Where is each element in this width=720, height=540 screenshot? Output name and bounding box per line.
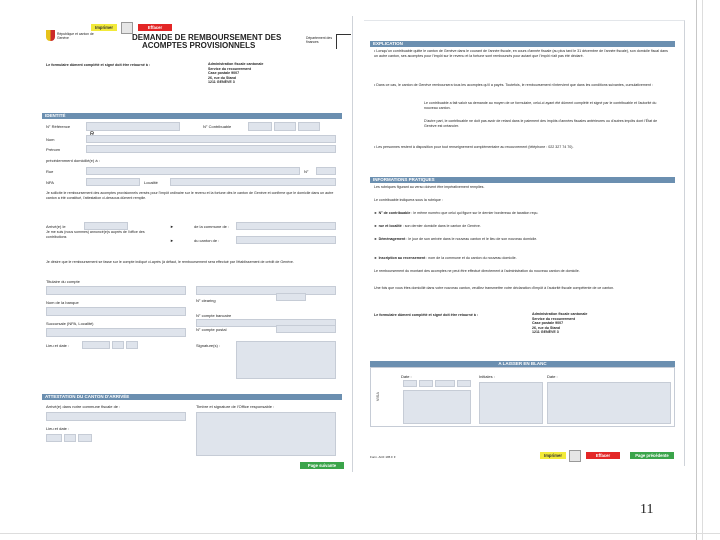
- explication-section-header: EXPLICATION: [370, 41, 675, 47]
- rue-input[interactable]: [86, 167, 300, 175]
- slide-right-rule-2: [702, 0, 703, 540]
- rue-label: Rue: [46, 169, 54, 174]
- address-line: Service du recouvrement: [532, 316, 575, 321]
- explication-bullet-1: • Lorsqu'un contribuable quitte le canton de Genève dans le courant de l'année fiscale, en cours d'année fiscale (au plus tard le 31 décembre de l'année fiscale), son domicile fiscal dans un autre canton, ses acomptes pour l'impôt sur le revenu et la fortune sont remboursés pour autant que l'impôt n'ait pas été déclaré.: [374, 49, 668, 58]
- address-line: Administration fiscale cantonale: [208, 62, 264, 66]
- title-line-1: DEMANDE DE REMBOURSEMENT DES: [132, 33, 282, 42]
- next-page-button[interactable]: Page suivante: [300, 462, 344, 469]
- succursale-label: Succursale (NPA, Localité): [46, 321, 94, 326]
- department-label: Département des finances: [306, 36, 333, 44]
- infos-item: ► Inscription au recensement : nom de la commune et du canton du nouveau domicile.: [374, 256, 517, 260]
- address-line: 1211 GENÈVE 3: [532, 330, 559, 335]
- footer-code: Form. ACF 195 F fr: [370, 455, 396, 459]
- nom-label: Nom: [46, 137, 55, 142]
- infos-item: ► rue et localité : son dernier domicile dans le canton de Genève.: [374, 224, 481, 228]
- address-line: Case postale 9007: [532, 321, 564, 326]
- arrive-label: Arrivé(e) le: [46, 224, 66, 229]
- date-input-2[interactable]: [126, 341, 138, 349]
- attestation-lieu-input[interactable]: [46, 434, 62, 442]
- slide-right-rule: [696, 0, 697, 540]
- title-line-2: ACOMPTES PROVISIONNELS: [142, 41, 256, 50]
- contribuable-label: N° Contribuable: [203, 124, 232, 129]
- reference-input[interactable]: [86, 122, 180, 131]
- clearing-label: N° clearing: [196, 298, 216, 303]
- arrive-description: Je me suis (nous sommes) annoncé(e)s auprès de l'office des contributions: [46, 230, 145, 239]
- prenom-label: Prénom: [46, 147, 61, 152]
- no-input[interactable]: [316, 167, 336, 175]
- attestation-section-header: ATTESTATION DU CANTON D'ARRIVÉE: [42, 394, 342, 400]
- attestation-stamp-area[interactable]: [196, 412, 336, 456]
- compte-postal-label: N° compte postal: [196, 327, 227, 332]
- canton-arrow: ►: [170, 238, 174, 243]
- republic-label: République et canton de Genève: [57, 32, 94, 40]
- clear-button-back[interactable]: Effacer: [586, 452, 620, 459]
- titulaire-input[interactable]: [46, 286, 186, 295]
- print-button-back[interactable]: Imprimer: [540, 452, 566, 459]
- transfer-paragraph-1: Je sollicite le remboursement des acomptes provisionnels versés pour l'impôt ordinaire sur le revenu et la fortune dès le canton de Genève et confirme que le domicile dans un autre canton a été constitué, l'attestation ci-dessous dûment remplie.: [46, 191, 334, 200]
- infos-item-label: Déménagement: [378, 237, 406, 241]
- banque-label: Nom de la banque: [46, 300, 79, 305]
- bank-top-input[interactable]: [196, 286, 336, 295]
- print-button[interactable]: Imprimer: [91, 24, 117, 31]
- explication-bullet-1-text: Lorsqu'un contribuable quitte le canton de Genève dans le courant de l'année fiscale, en cours d'année fiscale (au plus tard le 31 décembre de l'année fiscale), son domicile fiscal dans un autre canton, ses acomptes pour l'impôt sur le revenu et la fortune sont remboursés pour autant que l'impôt n'ait pas été déclaré.: [374, 49, 668, 58]
- blank-section-header: A LAISSER EN BLANC: [370, 361, 675, 367]
- page-number: 11: [640, 502, 654, 517]
- form-page-back: [364, 20, 685, 466]
- address-line: Case postale 9007: [208, 71, 240, 76]
- back-return-label: Le formulaire dûment complété et signé doit être retourné à :: [374, 313, 479, 317]
- explication-bullet-3: • Les personnes restent à disposition pour tout renseignement complémentaire au recouvrement (téléphone : 022 327 74 70).: [374, 145, 574, 149]
- attestation-commune-label: Arrivé(e) dans notre commune fiscale de :: [46, 404, 121, 409]
- canton-label: du canton de :: [194, 238, 220, 243]
- attestation-stamp-label: Timbre et signature de l'Office responsable :: [196, 404, 275, 409]
- explication-condition-2: D'autre part, le contribuable ne doit pas avoir de retard dans le paiement des impôts d'années fiscales antérieures ou d'autres impôts dont l'État de Genève est créancier.: [424, 119, 658, 128]
- infos-item-text: le jour de son arrivée dans le nouveau canton et le lieu de son nouveau domicile.: [408, 237, 538, 241]
- npa-input[interactable]: [86, 178, 140, 186]
- infos-sub: Le contribuable indiquera sous la rubrique :: [374, 198, 443, 202]
- compte-postal-input[interactable]: [276, 325, 336, 333]
- arrive-date-input[interactable]: [84, 222, 128, 230]
- blank-date-2[interactable]: [419, 380, 433, 387]
- print-icon: [569, 450, 581, 462]
- reference-label: N° Référence: [46, 124, 71, 129]
- signatures-input[interactable]: [236, 341, 336, 379]
- canton-input[interactable]: [236, 236, 336, 244]
- identity-section-header: IDENTITÉ: [42, 113, 342, 119]
- infos-item-text: son dernier domicile dans le canton de Genève.: [404, 224, 481, 228]
- no-label: N°: [304, 169, 309, 174]
- blank-date-3[interactable]: [435, 380, 455, 387]
- commune-label: de la commune de :: [194, 224, 230, 229]
- blank-date-label: Date :: [401, 374, 412, 379]
- geneva-coat-of-arms-icon: [46, 30, 55, 41]
- explication-bullet-2-text: Dans ce cas, le canton de Genève remboursera tous les acomptes qu'il a payés. Toutefois, le remboursement n'intervient que dans les conditions suivantes, cumulativement :: [376, 83, 653, 87]
- blank-date-4[interactable]: [457, 380, 471, 387]
- infos-item-label: rue et localité: [378, 224, 402, 228]
- date-input-1[interactable]: [112, 341, 124, 349]
- address-line: 1211 GENÈVE 3: [208, 80, 235, 85]
- titulaire-label: Titulaire du compte: [46, 279, 80, 284]
- blank-area: [370, 367, 675, 427]
- infos-intro: Les rubriques figurant au verso doivent être impérativement remplies.: [374, 185, 485, 189]
- succursale-input[interactable]: [46, 328, 186, 337]
- attestation-date-1[interactable]: [64, 434, 76, 442]
- form-title: [132, 34, 332, 50]
- infos-section-header: INFORMATIONS PRATIQUES: [370, 177, 675, 183]
- blank-box-1[interactable]: [403, 390, 471, 424]
- transfer-paragraph-2: Je désire que le remboursement se fasse sur le compte indiqué ci-après (à défaut, le remboursement sera effectué par l'établissement de crédit de Genève.: [46, 260, 294, 264]
- infos-paragraph-1: Le remboursement du montant des acomptes ne peut être effectué directement à l'administration du nouveau canton de domicile.: [374, 269, 580, 273]
- blank-box-3[interactable]: [547, 382, 671, 424]
- attestation-commune-input[interactable]: [46, 412, 186, 421]
- back-return-address: [532, 312, 652, 335]
- infos-item-label: Inscription au recensement: [378, 256, 426, 260]
- attestation-lieu-date-label: Lieu et date :: [46, 426, 70, 431]
- visa-label: VISA: [375, 391, 381, 402]
- explication-bullet-2: • Dans ce cas, le canton de Genève remboursera tous les acomptes qu'il a payés. Toutefois, le remboursement n'intervient que dans les conditions suivantes, cumulativement :: [374, 83, 653, 87]
- prenom-input[interactable]: [86, 145, 336, 153]
- address-line: 26, rue du Stand: [208, 75, 236, 80]
- slide-bottom-rule: [0, 533, 720, 534]
- return-label: Le formulaire dûment complété et signé doit être retourné à :: [46, 63, 151, 67]
- contribuable-input-2[interactable]: [274, 122, 296, 131]
- lieu-input[interactable]: [82, 341, 110, 349]
- localite-label: Localité: [144, 180, 158, 185]
- compte-bancaire-label: N° compte bancaire: [196, 313, 232, 318]
- blank-date2-label: Date :: [547, 374, 558, 379]
- contribuable-input-3[interactable]: [298, 122, 320, 131]
- department-logo-icon: [336, 34, 351, 49]
- infos-paragraph-2: Une fois que vous êtes domicilié dans votre nouveau canton, veuillez transmettre votre déclaration d'impôt à l'autorité fiscale compétente de ce canton.: [374, 286, 615, 290]
- lieu-date-label: Lieu et date :: [46, 343, 70, 348]
- infos-item: ► N° de contribuable : le même numéro que celui qui figure sur le dernier bordereau de taxation reçu.: [374, 211, 539, 215]
- address-line: 26, rue du Stand: [532, 325, 560, 330]
- infos-item-text: le même numéro que celui qui figure sur le dernier bordereau de taxation reçu.: [413, 211, 539, 215]
- address-line: Service du recouvrement: [208, 66, 251, 71]
- blank-box-2[interactable]: [479, 382, 543, 424]
- return-address: [208, 62, 328, 85]
- npa-label: NPA: [46, 180, 54, 185]
- commune-arrow: ►: [170, 224, 174, 229]
- commune-input[interactable]: [236, 222, 336, 230]
- blank-date-1[interactable]: [403, 380, 417, 387]
- form-page-front: [36, 16, 353, 472]
- infos-item-label: N° de contribuable: [378, 211, 411, 215]
- signatures-label: Signature(s) :: [196, 343, 221, 348]
- localite-input[interactable]: [170, 178, 336, 186]
- explication-condition-1: Le contribuable a fait valoir sa demande au moyen de ce formulaire, celui-ci ayant été dûment complété et signé par le contribuable et l'autorité du nouveau canton.: [424, 101, 657, 110]
- banque-input[interactable]: [46, 307, 186, 316]
- contribuable-input-1[interactable]: [248, 122, 272, 131]
- address-line: Administration fiscale cantonale: [532, 312, 588, 316]
- infos-item: ► Déménagement : le jour de son arrivée dans le nouveau canton et le lieu de son nouveau domicile.: [374, 237, 538, 241]
- clearing-input[interactable]: [276, 293, 306, 301]
- nom-input[interactable]: [86, 135, 336, 143]
- previous-page-button[interactable]: Page précédente: [630, 452, 674, 459]
- attestation-date-2[interactable]: [78, 434, 92, 442]
- precedemment-label: précédemment domicilié(e) à :: [46, 158, 100, 163]
- explication-bullet-3-text: Les personnes restent à disposition pour tout renseignement complémentaire au recouvrement (téléphone : 022 327 74 70).: [376, 145, 574, 149]
- clear-button[interactable]: Effacer: [138, 24, 172, 31]
- infos-item-text: nom de la commune et du canton du nouveau domicile.: [428, 256, 517, 260]
- blank-initiales-label: Initiales :: [479, 374, 495, 379]
